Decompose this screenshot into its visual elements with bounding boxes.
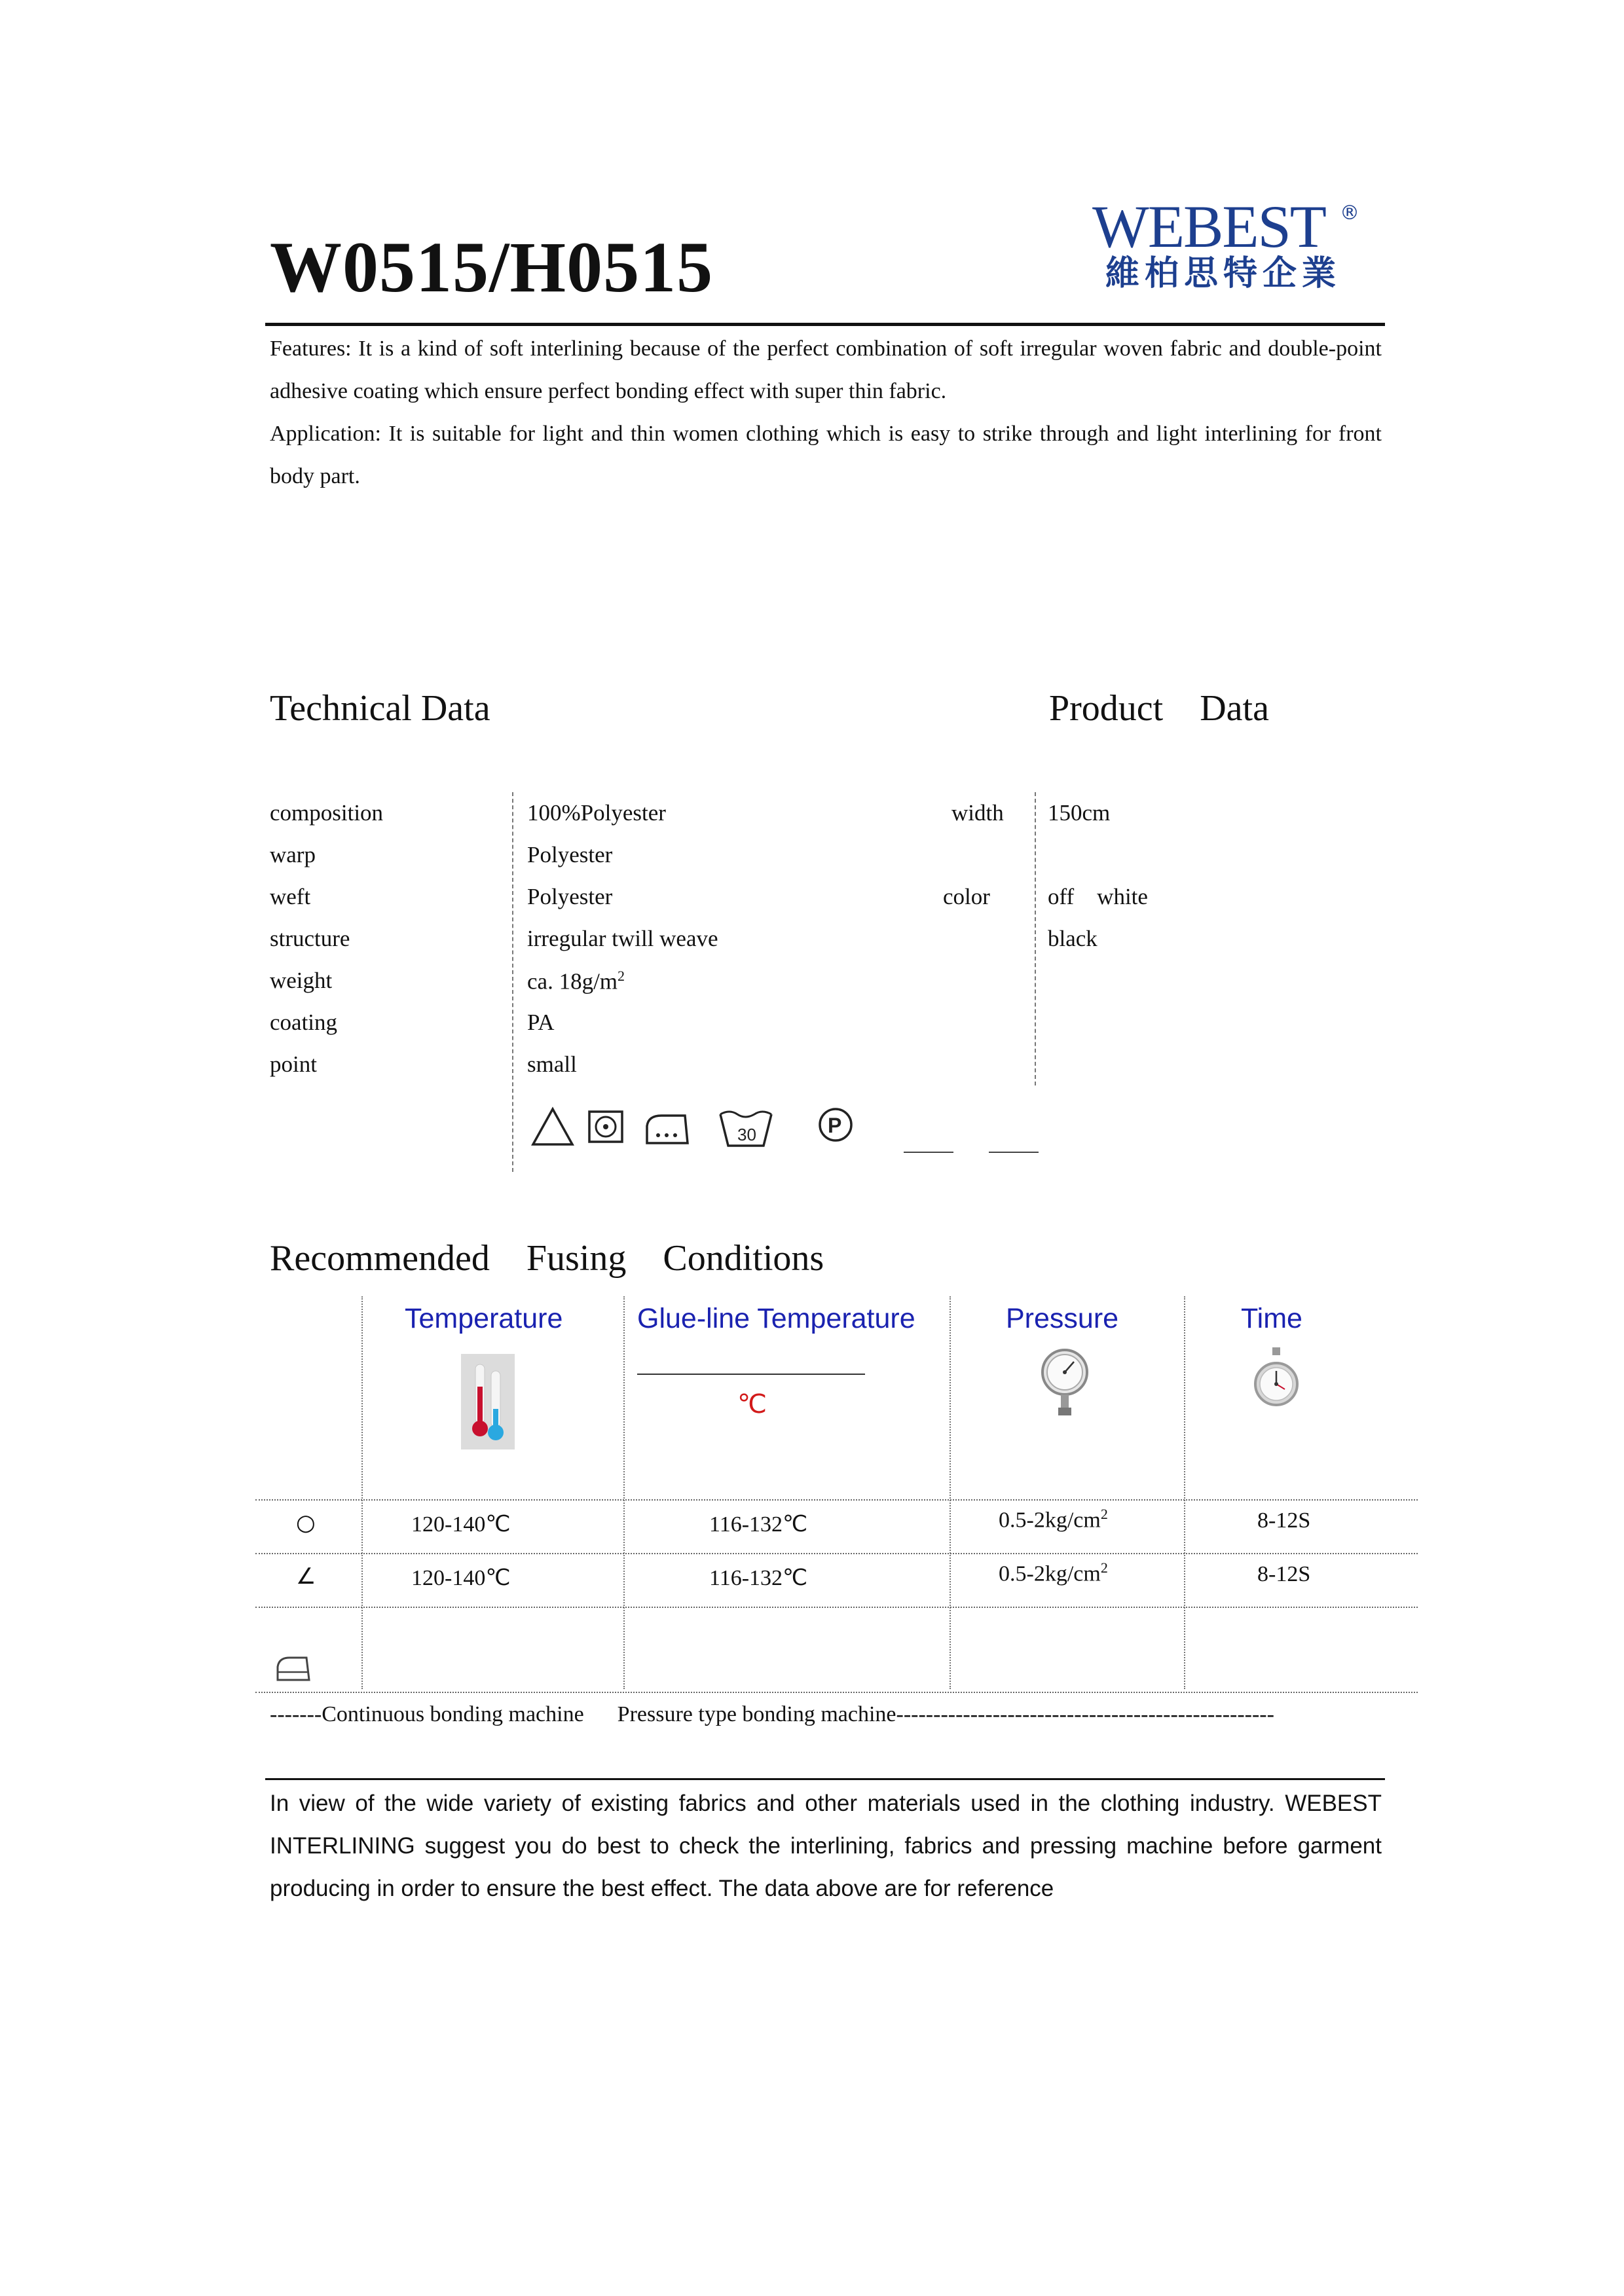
product-width-label: width xyxy=(951,800,1004,826)
product-width-value: 150cm xyxy=(1048,800,1111,826)
reference-note xyxy=(270,1782,1382,1910)
fusing-heading: Recommended Fusing Conditions xyxy=(270,1238,824,1279)
row1-pressure-exponent: 2 xyxy=(1100,1506,1108,1522)
features-paragraph: Features: It is a kind of soft interlining because of the perfect combination of soft irregular woven fabric and double-point adhesive coating which ensure perfect bonding effect with super thin fabric. xyxy=(270,337,1382,403)
row1-glue-temperature: 116-132℃ xyxy=(709,1512,808,1537)
tech-label-coating: coating xyxy=(270,1010,338,1035)
machine-legend: -------Continuous bonding machine Pressure type bonding machine--------------------------------------------------- xyxy=(270,1702,1274,1726)
reference-note-text: In view of the wide variety of existing fabrics and other materials used in the clothing industry. WEBEST INTERLINING suggest you do best to check the interlining, fabrics and pressing machine before garment producing in order to ensure the best effect. The data above are for reference xyxy=(270,1791,1382,1901)
stopwatch-icon xyxy=(1253,1346,1299,1418)
iron-icon xyxy=(647,1116,688,1143)
intro-text xyxy=(270,327,1382,498)
product-data-heading: Product Data xyxy=(1049,688,1269,729)
fusing-row-divider xyxy=(255,1692,1418,1693)
row1-time: 8-12S xyxy=(1257,1508,1311,1533)
pressure-gauge-icon xyxy=(1040,1345,1090,1421)
col-header-glue-line: Glue-line Temperature xyxy=(637,1303,915,1334)
press-iron-icon xyxy=(275,1652,312,1683)
tech-value-warp: Polyester xyxy=(527,842,613,867)
row1-pressure-value: 0.5-2kg/cm xyxy=(999,1508,1101,1533)
col-header-temperature: Temperature xyxy=(405,1303,563,1334)
fusing-col-divider xyxy=(1184,1296,1185,1689)
row-icon-angle: ∠ xyxy=(296,1563,316,1590)
tech-value-weight xyxy=(527,968,625,995)
tech-value-composition: 100%Polyester xyxy=(527,800,666,826)
technical-data-heading: Technical Data xyxy=(270,688,490,729)
care-symbols xyxy=(530,1106,1054,1159)
row2-temperature: 120-140℃ xyxy=(411,1566,511,1590)
logo-chinese-name: 維柏思特企業 xyxy=(1105,254,1342,293)
tech-label-composition: composition xyxy=(270,800,384,826)
tech-value-weft: Polyester xyxy=(527,884,613,909)
fusing-col-divider xyxy=(623,1296,625,1689)
application-paragraph: Application: It is suitable for light and thin women clothing which is easy to strike through and light interlining for front body part. xyxy=(270,422,1382,488)
triangle-icon xyxy=(533,1109,572,1144)
glue-unit: ℃ xyxy=(737,1389,767,1419)
tech-label-point: point xyxy=(270,1051,317,1077)
webest-logo xyxy=(1092,193,1367,301)
row2-pressure-value: 0.5-2kg/cm xyxy=(999,1561,1101,1586)
row1-temperature: 120-140℃ xyxy=(411,1512,511,1537)
tech-label-warp: warp xyxy=(270,842,316,867)
glue-line-blank xyxy=(637,1374,865,1375)
tech-value-point: small xyxy=(527,1051,577,1077)
wash-temperature: 30 xyxy=(737,1125,756,1144)
note-rule xyxy=(265,1778,1385,1780)
header-rule xyxy=(265,323,1385,326)
row2-glue-temperature: 116-132℃ xyxy=(709,1566,808,1590)
dry-clean-p-icon xyxy=(820,1109,851,1140)
tech-label-structure: structure xyxy=(270,926,350,951)
fusing-row-divider xyxy=(255,1607,1418,1608)
tech-label-weight: weight xyxy=(270,968,333,993)
row2-pressure-exponent: 2 xyxy=(1100,1559,1108,1576)
product-color-value: black xyxy=(1048,926,1098,951)
thermometer-icon xyxy=(461,1354,515,1449)
fusing-col-divider xyxy=(361,1296,363,1689)
row-icon-circle: ○ xyxy=(296,1510,316,1536)
col-header-pressure: Pressure xyxy=(1006,1303,1119,1334)
dry-clean-letter: P xyxy=(828,1114,842,1137)
page-title: W0515/H0515 xyxy=(270,227,714,307)
row1-pressure xyxy=(999,1506,1108,1533)
weight-unit-exponent: 2 xyxy=(618,968,625,984)
tech-label-weft: weft xyxy=(270,884,311,909)
tech-value-structure: irregular twill weave xyxy=(527,926,718,951)
weight-value-text: ca. 18g/m xyxy=(527,968,618,994)
product-color-value: off white xyxy=(1048,884,1148,909)
row2-pressure xyxy=(999,1559,1108,1586)
fusing-row-divider xyxy=(255,1553,1418,1554)
wash-30-icon xyxy=(720,1112,771,1146)
fusing-col-divider xyxy=(950,1296,951,1689)
product-divider xyxy=(1035,792,1036,1085)
technical-divider xyxy=(512,792,513,1172)
col-header-time: Time xyxy=(1241,1303,1302,1334)
tech-value-coating: PA xyxy=(527,1010,555,1035)
row2-time: 8-12S xyxy=(1257,1562,1311,1586)
registered-mark: ® xyxy=(1340,202,1359,225)
logo-wordmark: WEBEST xyxy=(1092,193,1325,260)
fusing-row-divider xyxy=(255,1499,1418,1501)
tumble-dry-icon xyxy=(589,1112,622,1142)
product-color-label: color xyxy=(943,884,990,909)
